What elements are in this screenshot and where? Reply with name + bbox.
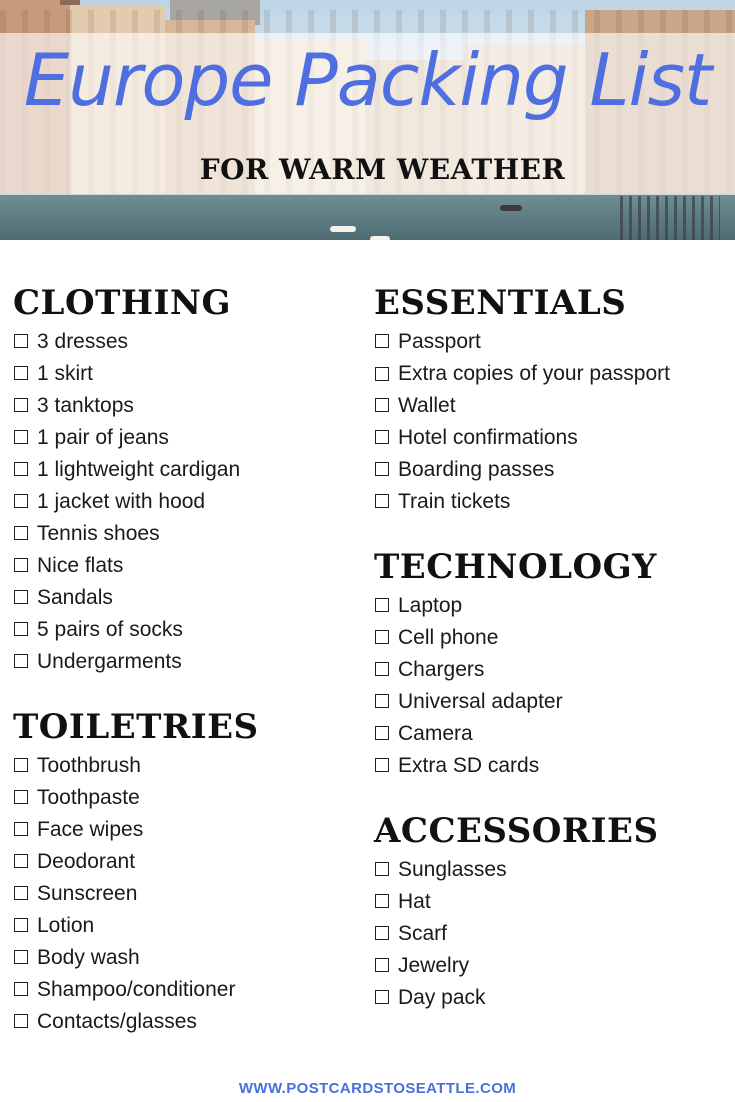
checklist-item-label: Universal adapter <box>398 690 563 713</box>
checklist-item-label: Laptop <box>398 594 463 617</box>
checkbox[interactable] <box>14 758 28 772</box>
checklist-item[interactable] <box>13 550 353 582</box>
checklist-item-label: 5 pairs of socks <box>37 618 183 641</box>
checklist-item-label: Lotion <box>37 914 95 937</box>
checkbox[interactable] <box>375 630 389 644</box>
checkbox[interactable] <box>375 662 389 676</box>
boat-image <box>500 205 522 211</box>
checklist-item-label: Contacts/glasses <box>37 1010 197 1033</box>
checklist-item-label: Jewelry <box>398 954 470 977</box>
checklist-item-label: 3 dresses <box>37 330 129 353</box>
checklist <box>374 854 724 1014</box>
checklist-item[interactable] <box>13 582 353 614</box>
checklist-item[interactable] <box>374 950 724 982</box>
checklist-item[interactable] <box>374 982 724 1014</box>
checklist-item[interactable] <box>374 590 724 622</box>
checklist-item[interactable] <box>13 390 353 422</box>
page-subtitle: FOR WARM WEATHER <box>199 153 566 186</box>
checkbox[interactable] <box>14 822 28 836</box>
checklist-item[interactable] <box>13 878 353 910</box>
checkbox[interactable] <box>14 918 28 932</box>
checklist-item[interactable] <box>13 782 353 814</box>
checklist-item-label: Nice flats <box>37 554 124 577</box>
checkbox[interactable] <box>14 790 28 804</box>
checklist-item-label: Chargers <box>398 658 485 681</box>
checklist <box>13 326 353 678</box>
header-banner <box>0 0 735 240</box>
section-heading: ACCESSORIES <box>374 811 659 851</box>
checklist-item-label: 1 jacket with hood <box>37 490 206 513</box>
checklist-item-label: 1 pair of jeans <box>37 426 169 449</box>
checklist-item[interactable] <box>13 942 353 974</box>
checklist-item[interactable] <box>13 454 353 486</box>
checklist-item-label: Body wash <box>37 946 140 969</box>
checkbox[interactable] <box>375 694 389 708</box>
checklist-item[interactable] <box>13 750 353 782</box>
left-column <box>13 280 353 1064</box>
checklist-item-label: Undergarments <box>37 650 182 673</box>
checklist-item-label: Scarf <box>398 922 448 945</box>
checklist-item[interactable] <box>13 518 353 550</box>
checklist-item-label: Toothbrush <box>37 754 141 777</box>
checklist-item-label: Cell phone <box>398 626 499 649</box>
checklist-item-label: Sunscreen <box>37 882 138 905</box>
checklist-item-label: Day pack <box>398 986 486 1009</box>
section-clothing <box>13 280 353 678</box>
checklist-item-label: Boarding passes <box>398 458 555 481</box>
checklist-item-label: Camera <box>398 722 473 745</box>
checkbox[interactable] <box>375 398 389 412</box>
checkbox[interactable] <box>375 894 389 908</box>
checkbox[interactable] <box>375 726 389 740</box>
checklist-item-label: Wallet <box>398 394 456 417</box>
checklist-item[interactable] <box>374 326 724 358</box>
checklist-item[interactable] <box>13 358 353 390</box>
checklist-item-label: Face wipes <box>37 818 144 841</box>
checklist-item[interactable] <box>374 654 724 686</box>
checkbox[interactable] <box>375 598 389 612</box>
checklist-item[interactable] <box>374 422 724 454</box>
boat-image <box>330 226 356 232</box>
checklist-item[interactable] <box>374 750 724 782</box>
checklist-item[interactable] <box>374 390 724 422</box>
checklist-item[interactable] <box>13 422 353 454</box>
checklist-item[interactable] <box>13 910 353 942</box>
checklist-item-label: Train tickets <box>398 490 511 513</box>
checklist-item[interactable] <box>13 326 353 358</box>
section-essentials <box>374 280 724 518</box>
checkbox[interactable] <box>375 862 389 876</box>
checklist-item[interactable] <box>13 814 353 846</box>
checkbox[interactable] <box>14 462 28 476</box>
checklist-item-label: Hat <box>398 890 431 913</box>
checklist-item[interactable] <box>13 646 353 678</box>
checkbox[interactable] <box>375 990 389 1004</box>
checklist-item[interactable] <box>374 718 724 750</box>
section-technology <box>374 544 724 782</box>
boat-image <box>370 236 390 240</box>
checkbox[interactable] <box>14 982 28 996</box>
checklist-item[interactable] <box>374 886 724 918</box>
checklist-item-label: Extra copies of your passport <box>398 362 670 385</box>
section-heading: TOILETRIES <box>13 707 259 747</box>
section-heading: TECHNOLOGY <box>374 547 657 587</box>
checklist-item[interactable] <box>374 622 724 654</box>
right-column <box>374 280 724 1040</box>
page-title: Europe Packing List <box>23 38 712 122</box>
checklist-item[interactable] <box>13 614 353 646</box>
checkbox[interactable] <box>14 494 28 508</box>
checkbox[interactable] <box>375 430 389 444</box>
section-heading: ESSENTIALS <box>374 283 627 323</box>
checklist-item[interactable] <box>374 918 724 950</box>
checklist <box>374 326 724 518</box>
checklist-item-label: Hotel confirmations <box>398 426 578 449</box>
checkbox[interactable] <box>375 367 389 381</box>
checkbox[interactable] <box>14 654 28 668</box>
section-heading: CLOTHING <box>13 283 232 323</box>
checklist-item-label: Sunglasses <box>398 858 507 881</box>
checklist-item[interactable] <box>13 846 353 878</box>
section-toiletries <box>13 704 353 1038</box>
checklist-item-label: 1 skirt <box>37 362 94 385</box>
checkbox[interactable] <box>14 558 28 572</box>
checkbox[interactable] <box>14 334 28 348</box>
checkbox[interactable] <box>14 366 28 380</box>
checklist <box>374 590 724 782</box>
checkbox[interactable] <box>14 950 28 964</box>
checkbox[interactable] <box>375 958 389 972</box>
checkbox[interactable] <box>14 1014 28 1028</box>
checklist-item-label: Toothpaste <box>37 786 140 809</box>
checklist-item[interactable] <box>374 854 724 886</box>
checkbox[interactable] <box>14 886 28 900</box>
checkbox[interactable] <box>14 526 28 540</box>
checklist-item-label: Deodorant <box>37 850 136 873</box>
mooring-posts <box>620 196 720 240</box>
checklist-item[interactable] <box>13 1006 353 1038</box>
checklist-item[interactable] <box>374 486 724 518</box>
checklist-item[interactable] <box>374 454 724 486</box>
checklist <box>13 750 353 1038</box>
checkbox[interactable] <box>375 926 389 940</box>
checklist-item-label: 1 lightweight cardigan <box>37 458 241 481</box>
checkbox[interactable] <box>14 622 28 636</box>
checklist-item[interactable] <box>374 358 724 390</box>
checkbox[interactable] <box>375 462 389 476</box>
checkbox[interactable] <box>14 854 28 868</box>
checklist-item-label: 3 tanktops <box>37 394 134 417</box>
checklist-item[interactable] <box>374 686 724 718</box>
checklist-item-label: Sandals <box>37 586 113 609</box>
checklist-item-label: Shampoo/conditioner <box>37 978 236 1001</box>
checklist-item-label: Passport <box>398 330 481 353</box>
checkbox[interactable] <box>14 590 28 604</box>
checkbox[interactable] <box>14 430 28 444</box>
checkbox[interactable] <box>375 334 389 348</box>
checklist-item[interactable] <box>13 974 353 1006</box>
section-accessories <box>374 808 724 1014</box>
checkbox[interactable] <box>375 494 389 508</box>
checklist-item[interactable] <box>13 486 353 518</box>
checkbox[interactable] <box>375 758 389 772</box>
checkbox[interactable] <box>14 398 28 412</box>
website-url[interactable]: WWW.POSTCARDSTOSEATTLE.COM <box>238 1080 517 1097</box>
checklist-item-label: Tennis shoes <box>37 522 160 545</box>
checklist-item-label: Extra SD cards <box>398 754 540 777</box>
